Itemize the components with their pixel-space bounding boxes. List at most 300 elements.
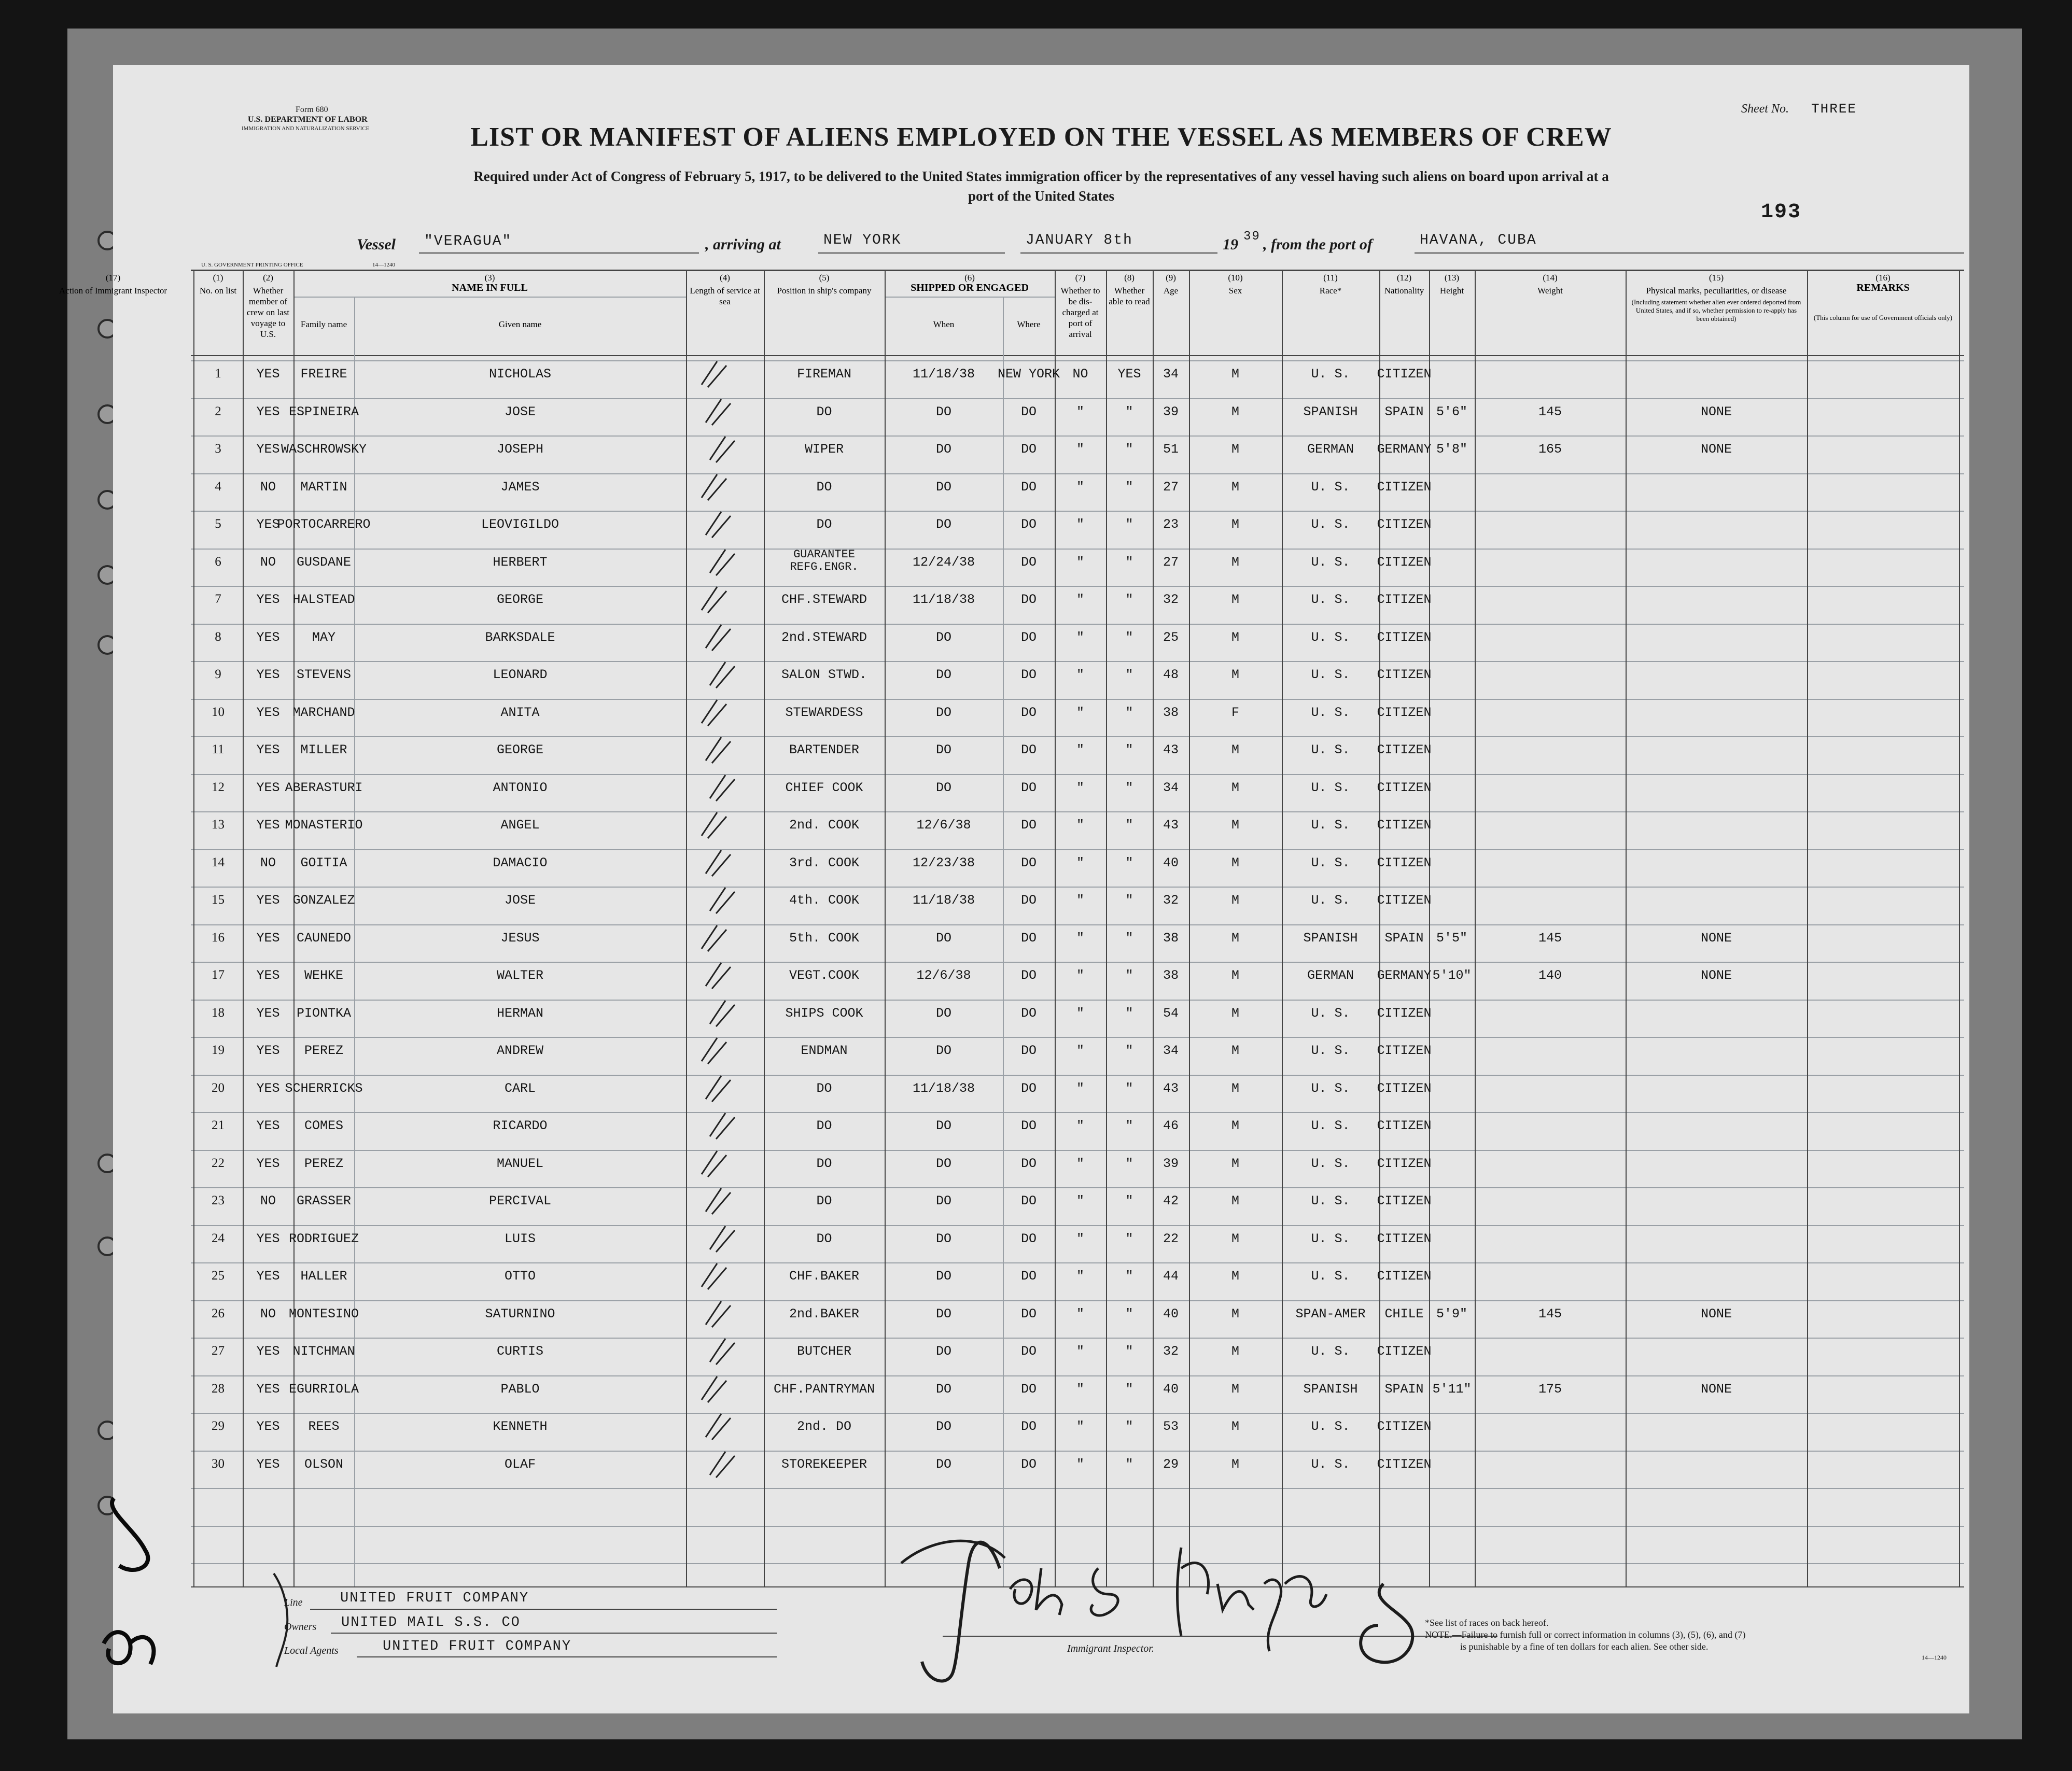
check-mark: [701, 958, 742, 994]
age: 40: [1163, 1381, 1179, 1397]
check-mark: [701, 732, 742, 768]
row-number: 25: [212, 1269, 225, 1283]
position: DO: [816, 404, 832, 419]
position: DO: [816, 1080, 832, 1096]
weight: 145: [1538, 404, 1562, 419]
shipped-when: DO: [935, 705, 952, 720]
shipped-where: DO: [1020, 818, 1037, 833]
position: DO: [816, 1193, 832, 1208]
shipped-where: DO: [1020, 1156, 1037, 1171]
ruled-line: [191, 511, 1964, 512]
given-name: PERCIVAL: [488, 1193, 552, 1208]
owners-value: UNITED MAIL S.S. CO: [341, 1615, 521, 1631]
shipped-where: DO: [1020, 1043, 1037, 1058]
ruled-line: [191, 661, 1964, 662]
column-header-label: Position in ship's company: [777, 286, 872, 296]
position: VEGT.COOK: [789, 968, 860, 983]
check-mark: [696, 1146, 738, 1182]
race: U. S.: [1311, 855, 1350, 870]
physical-marks: NONE: [1700, 1381, 1732, 1397]
from-port: HAVANA, CUBA: [1420, 232, 1537, 248]
ruled-line: [191, 1451, 1964, 1452]
row-number: 13: [212, 818, 225, 832]
position: CHF.STEWARD: [781, 592, 867, 607]
able-to-read: ": [1125, 404, 1133, 419]
family-name: RODRIGUEZ: [288, 1231, 359, 1246]
previous-voyage: YES: [256, 1344, 280, 1359]
shipped-when: DO: [935, 479, 952, 495]
discharged: ": [1076, 1269, 1085, 1284]
given-name: JESUS: [500, 930, 540, 946]
row-number: 14: [212, 855, 225, 869]
sex: M: [1231, 893, 1240, 908]
age: 29: [1163, 1456, 1179, 1472]
race: U. S.: [1311, 1193, 1350, 1208]
race: U. S.: [1311, 742, 1350, 757]
race: U. S.: [1311, 1456, 1350, 1472]
family-name: ESPINEIRA: [288, 404, 359, 419]
position: 4th. COOK: [789, 893, 860, 908]
ruled-line: [191, 435, 1964, 437]
nationality: CITIZEN: [1377, 1118, 1432, 1133]
age: 42: [1163, 1193, 1179, 1208]
shipped-where: DO: [1020, 404, 1037, 419]
age: 44: [1163, 1269, 1179, 1284]
check-mark: [696, 469, 738, 505]
row-number: 3: [215, 442, 221, 456]
given-name: RICARDO: [493, 1118, 548, 1133]
column-number: (3): [484, 273, 495, 283]
column-number: (11): [1323, 273, 1338, 283]
discharged: ": [1076, 592, 1085, 607]
check-mark: [705, 544, 746, 581]
ruled-line: [191, 360, 1964, 361]
able-to-read: ": [1125, 968, 1133, 983]
nationality: CITIZEN: [1377, 1193, 1432, 1208]
row-number: 16: [212, 930, 225, 945]
able-to-read: ": [1125, 1156, 1133, 1171]
position: DO: [816, 479, 832, 495]
family-name: GONZALEZ: [292, 893, 355, 908]
given-name: JAMES: [500, 479, 540, 495]
given-name: LEONARD: [493, 667, 548, 682]
physical-marks: NONE: [1700, 968, 1732, 983]
year-suffix: 39: [1243, 230, 1261, 244]
shipped-when: DO: [935, 629, 952, 645]
column-header-label: REMARKS: [1856, 282, 1910, 293]
check-mark: [701, 1296, 742, 1332]
column-number: (17): [105, 273, 121, 283]
nationality: SPAIN: [1384, 930, 1424, 946]
shipped-where: NEW YORK: [997, 367, 1060, 382]
ruled-line: [191, 1300, 1964, 1301]
ruled-line: [191, 624, 1964, 625]
previous-voyage: YES: [256, 367, 280, 382]
ruled-line: [191, 1112, 1964, 1113]
column-rule: [1429, 270, 1430, 1586]
nationality: SPAIN: [1384, 404, 1424, 419]
race: U. S.: [1311, 629, 1350, 645]
discharged: ": [1076, 1344, 1085, 1359]
shipped-where: DO: [1020, 1456, 1037, 1472]
family-name: MILLER: [300, 742, 347, 757]
previous-voyage: YES: [256, 1156, 280, 1171]
column-number: (14): [1543, 273, 1558, 283]
shipped-where: DO: [1020, 1193, 1037, 1208]
given-name: GEORGE: [496, 742, 544, 757]
nationality: CITIZEN: [1377, 818, 1432, 833]
height: 5'6": [1436, 404, 1468, 419]
previous-voyage: YES: [256, 705, 280, 720]
shipped-when: DO: [935, 1381, 952, 1397]
family-name: SCHERRICKS: [285, 1080, 363, 1096]
ruled-line: [191, 811, 1964, 812]
given-name: JOSE: [504, 404, 536, 419]
column-rule: [764, 270, 765, 1586]
column-rule: [1106, 270, 1107, 1586]
previous-voyage: YES: [256, 1080, 280, 1096]
sex: M: [1231, 629, 1240, 645]
column-header-label: Length of service at sea: [690, 286, 760, 306]
able-to-read: ": [1125, 893, 1133, 908]
physical-marks: NONE: [1700, 1306, 1732, 1322]
column-rule: [1153, 270, 1154, 1586]
sex: M: [1231, 780, 1240, 795]
shipped-when: DO: [935, 1269, 952, 1284]
family-name: HALLER: [300, 1269, 347, 1284]
column-header-label: Race*: [1319, 286, 1342, 296]
previous-voyage: YES: [256, 517, 280, 532]
penalty-note-1: NOTE.—Failure to furnish full or correct information in columns (3), (5), (6), and (7): [1425, 1629, 1746, 1640]
family-name: WEHKE: [304, 968, 344, 983]
column-number: (12): [1396, 273, 1412, 283]
remarks-subheader-note: (Including statement whether alien ever ordered deported from United States, and if so, whether permission to re-apply has been obtained): [1631, 298, 1801, 322]
position: CHIEF COOK: [785, 780, 863, 795]
shipped-when: DO: [935, 1156, 952, 1171]
line-underline: [310, 1609, 777, 1610]
shipped-when: DO: [935, 1419, 952, 1434]
check-mark: [701, 1183, 742, 1219]
row-number: 18: [212, 1005, 225, 1020]
previous-voyage: YES: [256, 1043, 280, 1058]
owners-label: Owners: [284, 1621, 317, 1633]
family-name: MARCHAND: [292, 705, 355, 720]
ruled-line: [191, 1037, 1964, 1038]
able-to-read: ": [1125, 780, 1133, 795]
ruled-line: [191, 849, 1964, 850]
where-subheader: Where: [1017, 319, 1041, 329]
column-header-label: Weight: [1537, 286, 1563, 296]
race: SPAN-AMER: [1295, 1306, 1366, 1322]
sex: M: [1231, 1080, 1240, 1096]
shipped-where: DO: [1020, 554, 1037, 570]
age: 32: [1163, 893, 1179, 908]
sex: M: [1231, 818, 1240, 833]
previous-voyage: YES: [256, 818, 280, 833]
discharged: ": [1076, 1456, 1085, 1472]
previous-voyage: NO: [260, 1193, 276, 1208]
shipped-when: 12/6/38: [916, 968, 971, 983]
from-underline: [1415, 252, 1964, 254]
discharged: ": [1076, 667, 1085, 682]
sex: M: [1231, 517, 1240, 532]
shipped-where: DO: [1020, 592, 1037, 607]
family-name: REES: [308, 1419, 340, 1434]
ruled-line: [191, 699, 1964, 700]
shipped-when: 12/23/38: [912, 855, 975, 870]
sex: M: [1231, 667, 1240, 682]
row-number: 6: [215, 554, 221, 569]
discharged: ": [1076, 968, 1085, 983]
check-mark: [705, 657, 746, 693]
family-name: MONTESINO: [288, 1306, 359, 1322]
shipped-when: 12/24/38: [912, 554, 975, 570]
shipped-where: DO: [1020, 1381, 1037, 1397]
race: U. S.: [1311, 1080, 1350, 1096]
form-number: Form 680: [296, 105, 328, 114]
previous-voyage: YES: [256, 1456, 280, 1472]
race-note: *See list of races on back hereof.: [1425, 1618, 1549, 1628]
age: 32: [1163, 1344, 1179, 1359]
shipped-when: DO: [935, 780, 952, 795]
nationality: CITIZEN: [1377, 780, 1432, 795]
sex: M: [1231, 404, 1240, 419]
column-rule: [1055, 270, 1056, 1586]
discharged: ": [1076, 818, 1085, 833]
race: U. S.: [1311, 1118, 1350, 1133]
given-name: JOSEPH: [496, 442, 544, 457]
able-to-read: ": [1125, 517, 1133, 532]
position: STOREKEEPER: [781, 1456, 867, 1472]
age: 27: [1163, 554, 1179, 570]
age: 25: [1163, 629, 1179, 645]
discharged: ": [1076, 1156, 1085, 1171]
row-number: 2: [215, 404, 221, 418]
race: U. S.: [1311, 1419, 1350, 1434]
column-rule: [1475, 270, 1476, 1586]
column-rule: [193, 270, 194, 1586]
check-mark: [705, 1333, 746, 1370]
previous-voyage: NO: [260, 855, 276, 870]
able-to-read: ": [1125, 1344, 1133, 1359]
able-to-read: ": [1125, 1456, 1133, 1472]
given-name: MANUEL: [496, 1156, 544, 1171]
previous-voyage: NO: [260, 1306, 276, 1322]
column-rule: [1626, 270, 1627, 1586]
check-mark: [705, 431, 746, 468]
discharged: ": [1076, 1193, 1085, 1208]
given-name: DAMACIO: [493, 855, 548, 870]
discharged: ": [1076, 479, 1085, 495]
race: U. S.: [1311, 592, 1350, 607]
previous-voyage: YES: [256, 442, 280, 457]
header-bottom-border: [191, 355, 1964, 356]
position: GUARANTEE REFG.ENGR.: [790, 547, 859, 573]
agents-underline: [357, 1656, 777, 1657]
position: 5th. COOK: [789, 930, 860, 946]
bottom-form-code: 14—1240: [1922, 1654, 1947, 1661]
physical-marks: NONE: [1700, 442, 1732, 457]
family-name: GOITIA: [300, 855, 347, 870]
given-name: SATURNINO: [485, 1306, 555, 1322]
service-name: IMMIGRATION AND NATURALIZATION SERVICE: [242, 125, 370, 132]
previous-voyage: YES: [256, 667, 280, 682]
check-mark: [696, 695, 738, 731]
position: ENDMAN: [801, 1043, 848, 1058]
discharged: NO: [1072, 367, 1088, 382]
shipped-where: DO: [1020, 968, 1037, 983]
shipped-when: 11/18/38: [912, 893, 975, 908]
nationality: CITIZEN: [1377, 1344, 1432, 1359]
row-number: 12: [212, 780, 225, 794]
previous-voyage: YES: [256, 629, 280, 645]
given-name: OTTO: [504, 1269, 536, 1284]
position: BARTENDER: [789, 742, 860, 757]
column-header-label: NAME IN FULL: [452, 282, 528, 293]
arrival-date: JANUARY 8th: [1026, 232, 1133, 248]
check-mark: [701, 620, 742, 656]
column-header-label: Whether to be dis-charged at port of arrival: [1060, 286, 1100, 339]
column-number: (15): [1709, 273, 1724, 283]
family-name: GUSDANE: [296, 554, 352, 570]
discharged: ": [1076, 1118, 1085, 1133]
column-header-label: SHIPPED OR ENGAGED: [911, 282, 1029, 293]
discharged: ": [1076, 554, 1085, 570]
position: BUTCHER: [796, 1344, 852, 1359]
able-to-read: ": [1125, 818, 1133, 833]
nationality: CITIZEN: [1377, 667, 1432, 682]
row-number: 11: [212, 742, 225, 756]
row-number: 8: [215, 629, 221, 644]
family-name: PEREZ: [304, 1156, 344, 1171]
row-number: 4: [215, 479, 221, 494]
family-name: MAY: [312, 629, 336, 645]
nationality: CITIZEN: [1377, 1269, 1432, 1284]
position: DO: [816, 1118, 832, 1133]
weight: 140: [1538, 968, 1562, 983]
nationality: CITIZEN: [1377, 1231, 1432, 1246]
physical-marks: NONE: [1700, 930, 1732, 946]
shipped-subheader-rule: [885, 297, 1055, 298]
discharged: ": [1076, 629, 1085, 645]
position: 3rd. COOK: [789, 855, 860, 870]
margin-scribble: [73, 1488, 166, 1675]
nationality: CITIZEN: [1377, 1419, 1432, 1434]
shipped-when: DO: [935, 404, 952, 419]
position: STEWARDESS: [785, 705, 863, 720]
race: U. S.: [1311, 517, 1350, 532]
sex: M: [1231, 1005, 1240, 1021]
ruled-line: [191, 1225, 1964, 1226]
sex: M: [1231, 968, 1240, 983]
given-name-subheader: Given name: [498, 319, 542, 329]
given-name: GEORGE: [496, 592, 544, 607]
height: 5'5": [1436, 930, 1468, 946]
column-rule: [1282, 270, 1283, 1586]
check-mark: [701, 845, 742, 881]
race: SPANISH: [1303, 1381, 1358, 1397]
nationality: CITIZEN: [1377, 742, 1432, 757]
check-mark: [696, 920, 738, 957]
column-number: (8): [1124, 273, 1135, 283]
able-to-read: ": [1125, 1043, 1133, 1058]
sex: M: [1231, 742, 1240, 757]
position: DO: [816, 1156, 832, 1171]
row-number: 17: [212, 968, 225, 982]
age: 46: [1163, 1118, 1179, 1133]
age: 43: [1163, 742, 1179, 757]
discharged: ": [1076, 893, 1085, 908]
position: FIREMAN: [796, 367, 852, 382]
age: 23: [1163, 517, 1179, 532]
race: GERMAN: [1307, 442, 1354, 457]
shipped-where: DO: [1020, 1344, 1037, 1359]
shipped-where: DO: [1020, 893, 1037, 908]
column-header-label: Action of Immigrant Inspector: [59, 286, 167, 296]
family-name: MONASTERIO: [285, 818, 363, 833]
shipped-when: DO: [935, 930, 952, 946]
nationality: GERMANY: [1377, 442, 1432, 457]
sex: M: [1231, 1269, 1240, 1284]
check-mark: [705, 1108, 746, 1144]
sex: F: [1231, 705, 1240, 720]
shipped-where: DO: [1020, 1118, 1037, 1133]
given-name: PABLO: [500, 1381, 540, 1397]
shipped-where: DO: [1020, 780, 1037, 795]
line-value: UNITED FRUIT COMPANY: [340, 1591, 529, 1606]
race: GERMAN: [1307, 968, 1354, 983]
margin-check-mark: [269, 1568, 300, 1672]
sex: M: [1231, 1156, 1240, 1171]
race: U. S.: [1311, 1156, 1350, 1171]
subtitle-line-2: port of the United States: [968, 188, 1114, 204]
discharged: ": [1076, 1419, 1085, 1434]
able-to-read: ": [1125, 442, 1133, 457]
ruled-line: [191, 1375, 1964, 1376]
position: 2nd.BAKER: [789, 1306, 860, 1322]
shipped-where: DO: [1020, 1419, 1037, 1434]
race: U. S.: [1311, 667, 1350, 682]
penalty-note-2: is punishable by a fine of ten dollars for each alien. See other side.: [1460, 1641, 1709, 1652]
able-to-read: ": [1125, 1381, 1133, 1397]
shipped-when: 11/18/38: [912, 1080, 975, 1096]
nationality: CITIZEN: [1377, 554, 1432, 570]
row-number: 27: [212, 1344, 225, 1358]
row-number: 30: [212, 1456, 225, 1471]
discharged: ": [1076, 780, 1085, 795]
discharged: ": [1076, 517, 1085, 532]
race: U. S.: [1311, 1043, 1350, 1058]
column-rule: [1189, 270, 1190, 1586]
column-rule: [686, 270, 687, 1586]
ruled-line: [191, 1413, 1964, 1414]
column-header-label: No. on list: [199, 286, 237, 296]
ruled-line: [191, 1488, 1964, 1489]
column-number: (10): [1228, 273, 1243, 283]
discharged: ": [1076, 705, 1085, 720]
shipped-when: DO: [935, 667, 952, 682]
shipped-when: DO: [935, 442, 952, 457]
shipped-when: 11/18/38: [912, 592, 975, 607]
nationality: CITIZEN: [1377, 893, 1432, 908]
able-to-read: ": [1125, 1193, 1133, 1208]
agents-value: UNITED FRUIT COMPANY: [383, 1639, 572, 1654]
race: U. S.: [1311, 1005, 1350, 1021]
shipped-when: 12/6/38: [916, 818, 971, 833]
nationality: CHILE: [1384, 1306, 1424, 1322]
family-name: PIONTKA: [296, 1005, 352, 1021]
nationality: CITIZEN: [1377, 517, 1432, 532]
